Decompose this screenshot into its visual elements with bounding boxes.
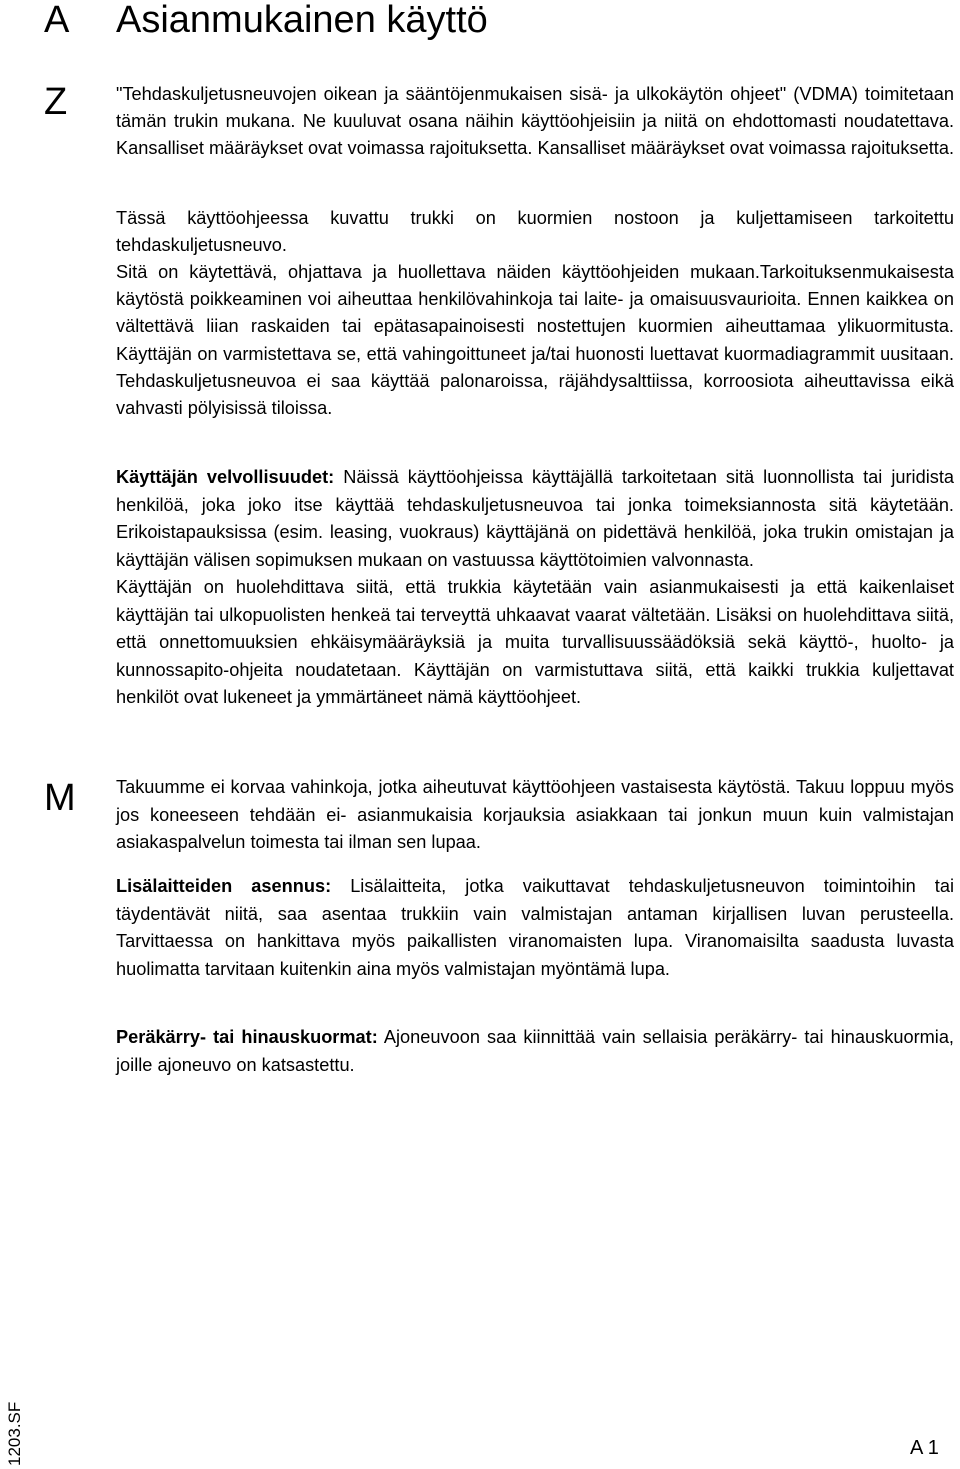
document-code-label: 1203.SF	[5, 1401, 24, 1466]
obligations-text: Näissä käyttöohjeissa käyttäjällä tarkoitetaan sitä luonnollista tai juridista henkilöä, joka joko itse käyttää tehdaskuljetusneuvoa tai jonka toimeksiannosta sitä käytetään. Erikoistapauksissa (esim. leasing, vuokraus) käyttäjänä on pidettävä henkilöä, joka trukin omistajan ja käyttäjän välisen sopimuksen mukaan on vastuussa käyttötoimien valvonnasta.	[116, 467, 954, 570]
purpose-block	[116, 205, 954, 259]
obligations-block	[116, 464, 954, 712]
warranty-block	[116, 774, 954, 857]
paragraph-warranty: Takuumme ei korvaa vahinkoja, jotka aiheutuvat käyttöohjeen vastaisesta käytöstä. Takuu loppuu myös jos koneeseen tehdään ei- asianmukaisia korjauksia asiakkaan tai jonkun muun kuin valmistajan asiakaspalvelun toimesta tai ilman sen lupaa.	[116, 777, 954, 852]
section-marker-warranty: M	[44, 777, 76, 819]
paragraph-vdma: "Tehdaskuljetusneuvojen oikean ja sääntöjenmukaisen sisä- ja ulkokäytön ohjeet" (VDMA) toimitetaan tämän trukin mukana. Ne kuuluvat osana näihin käyttöohjeisiin ja niitä on ehdottomasti noudatettava. Kansalliset määräykset ovat voimassa rajoituksetta. Kansalliset määräykset ovat voimassa rajoituksetta.	[116, 84, 955, 159]
paragraph-usage: Sitä on käytettävä, ohjattava ja huollettava näiden käyttöohjeiden mukaan.Tarkoituksenmukaisesta käytöstä poikkeaminen voi aiheuttaa henkilövahinkoja tai laite- ja omaisuusvaurioita. Ennen kaikkea on vältettävä liian raskaiden tai epätasapainoisesti nostettujen kuormien aiheuttamaa ylikuormitusta. Käyttäjän on varmistettava se, että vahingoittuneet ja/tai huonosti luettavat kuormadiagrammit uusitaan. Tehdaskuljetusneuvoa ei saa käyttää palonaroissa, räjähdysalttiissa, korroosiota aiheuttavissa eikä vahvasti pölyisissä tiloissa.	[116, 262, 954, 419]
document-code	[0, 1356, 34, 1466]
section-marker-vdma: Z	[44, 81, 68, 123]
page-title: Asianmukainen käyttö	[116, 0, 488, 41]
trailer-block	[116, 1024, 954, 1079]
paragraph-trailer	[116, 1024, 954, 1079]
paragraph-care: Käyttäjän on huolehdittava siitä, että trukkia käytetään vain asianmukaisesti ja että kaikenlaiset käyttäjän tai ulkopuolisten henkeä tai terveyttä uhkaavat vaarat vältetään. Lisäksi on huolehdittava siitä, että onnettomuuksien ehkäisymääräyksiä ja muita turvallisuussäädöksiä sekä käyttö-, huolto- ja kunnossapito-ohjeita noudatetaan. Käyttäjän on varmistuttava siitä, että kaikki trukkia kuljettavat henkilöt ovat lukeneet ja ymmärtäneet nämä käyttöohjeet.	[116, 577, 954, 707]
paragraph-attachments	[116, 873, 954, 983]
usage-block	[116, 259, 954, 422]
trailer-text: Ajoneuvoon saa kiinnittää vain sellaisia peräkärry- tai hinauskuormia, joille ajoneuvo on katsastettu.	[116, 1027, 954, 1075]
paragraph-purpose: Tässä käyttöohjeessa kuvattu trukki on kuormien nostoon ja kuljettamiseen tarkoitettu tehdaskuljetusneuvo.	[116, 208, 954, 256]
trailer-heading: Peräkärry- tai hinauskuormat:	[116, 1027, 378, 1047]
attachments-text: Lisälaitteita, jotka vaikuttavat tehdaskuljetusneuvon toimintoihin tai täydentävät niitä, saa asentaa trukkiin vain valmistajan antaman kirjallisen luvan perusteella. Tarvittaessa on hankittava myös paikallisten viranomaisten lupa. Viranomaisilta saadusta luvasta huolimatta tarvitaan kuitenkin aina myös valmistajan myöntämä lupa.	[116, 876, 954, 979]
vdma-block	[116, 81, 954, 163]
page-number: A 1	[910, 1437, 939, 1459]
section-marker-title: A	[44, 0, 70, 41]
attachments-heading: Lisälaitteiden asennus:	[116, 876, 332, 896]
paragraph-obligations	[116, 464, 954, 574]
obligations-heading: Käyttäjän velvollisuudet:	[116, 467, 335, 487]
attachments-block	[116, 873, 954, 983]
